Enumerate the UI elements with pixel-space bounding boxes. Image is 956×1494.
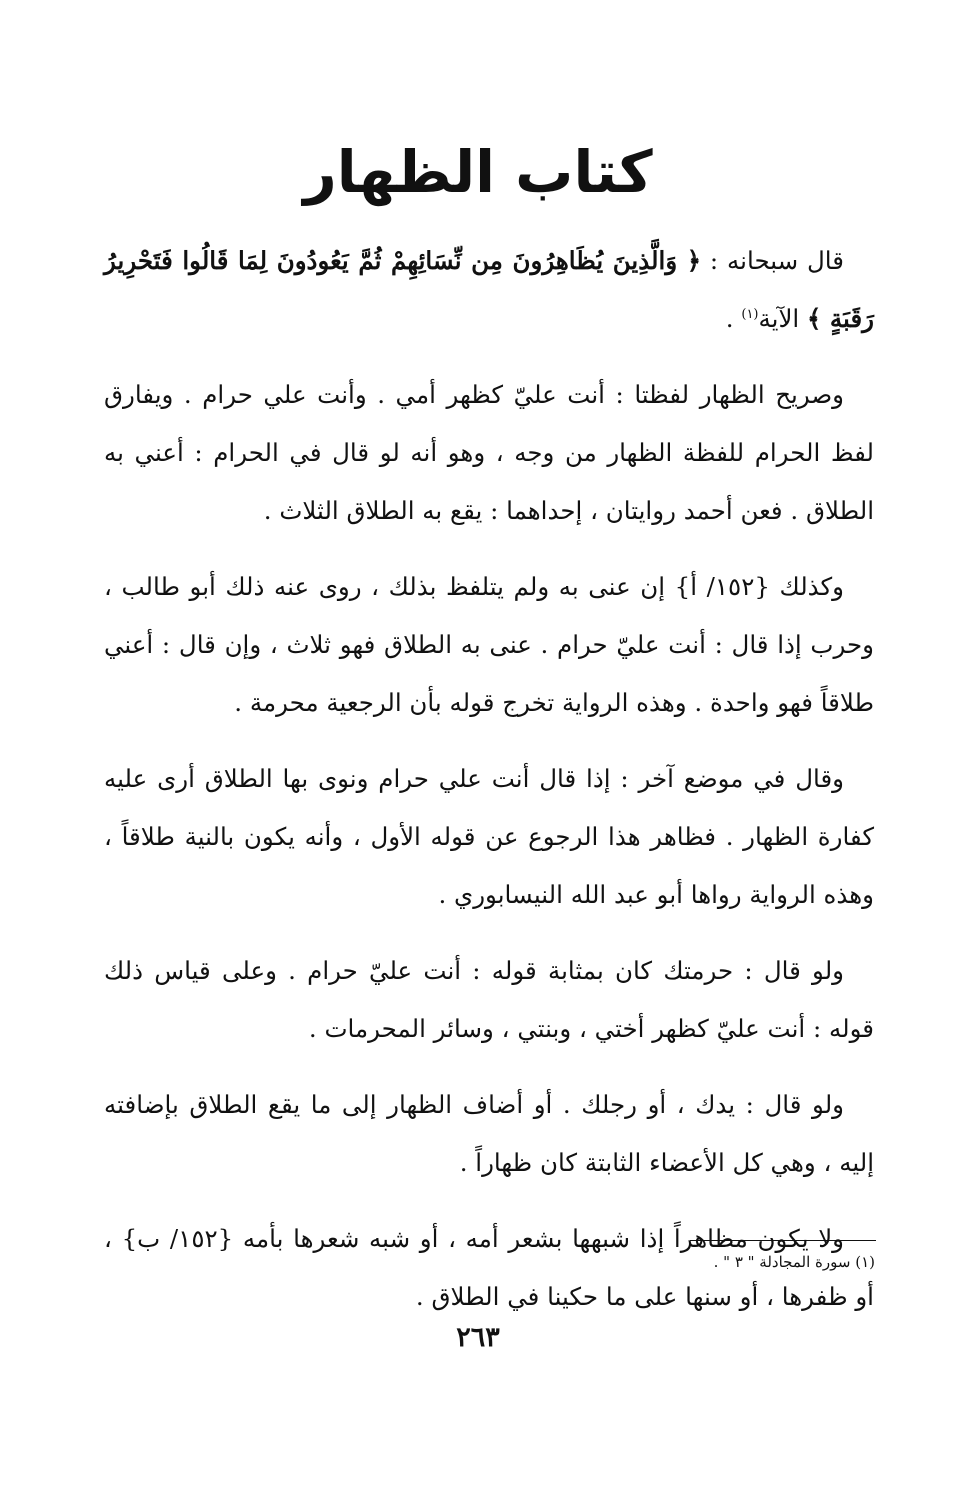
page-body [104,232,874,1344]
footnote-reference: (١) [741,306,759,322]
paragraph: ولا يكون مظاهراً إذا شبهها بشعر أمه ، أو شبه شعرها بأمه {١٥٢/ ب} ، أو ظفرها ، أو سنها على ما حكينا في الطلاق . [104,1224,874,1311]
paragraph: ولو قال : يدك ، أو رجلك . أو أضاف الظهار إلى ما يقع الطلاق بإضافته إليه ، وهي كل الأعضاء الثابتة كان ظهاراً . [104,1090,874,1177]
footnote-divider [690,1240,876,1241]
paragraph-verse [104,232,874,348]
verse-end: . [725,304,742,333]
verse-tail: الآية [758,304,808,333]
verse-intro: قال سبحانه : [701,246,844,275]
page-number: ٢٦٣ [456,1322,500,1353]
chapter-title: كتاب الظهار [303,138,653,206]
footnote: (١) سورة المجادلة " ٣ " . [713,1253,875,1271]
quran-verse: ﴿ وَالَّذِينَ يُظَاهِرُونَ مِن نِّسَائِهِمْ ثُمَّ يَعُودُونَ لِمَا قَالُوا فَتَحْرِيرُ رَقَبَةٍ ﴾ [104,246,874,333]
paragraph: وقال في موضع آخر : إذا قال أنت علي حرام ونوى بها الطلاق أرى عليه كفارة الظهار . فظاهر هذا الرجوع عن قوله الأول ، وأنه يكون بالنية طلاقاً ، وهذه الرواية رواها أبو عبد الله النيسابوري . [104,764,874,909]
paragraph: ولو قال : حرمتك كان بمثابة قوله : أنت عليّ حرام . وعلى قياس ذلك قوله : أنت عليّ كظهر أختي ، وبنتي ، وسائر المحرمات . [104,956,874,1043]
paragraph: وصريح الظهار لفظتا : أنت عليّ كظهر أمي . وأنت علي حرام . ويفارق لفظ الحرام للفظة الظهار من وجه ، وهو أنه لو قال في الحرام : أعني به الطلاق . فعن أحمد روايتان ، إحداهما : يقع به الطلاق الثلاث . [104,380,874,525]
paragraph: وكذلك {١٥٢/ أ} إن عنى به ولم يتلفظ بذلك ، روى عنه ذلك أبو طالب ، وحرب إذا قال : أنت عليّ حرام . عنى به الطلاق فهو ثلاث ، وإن قال : أعني طلاقاً فهو واحدة . وهذه الرواية تخرج قوله بأن الرجعية محرمة . [104,572,874,717]
